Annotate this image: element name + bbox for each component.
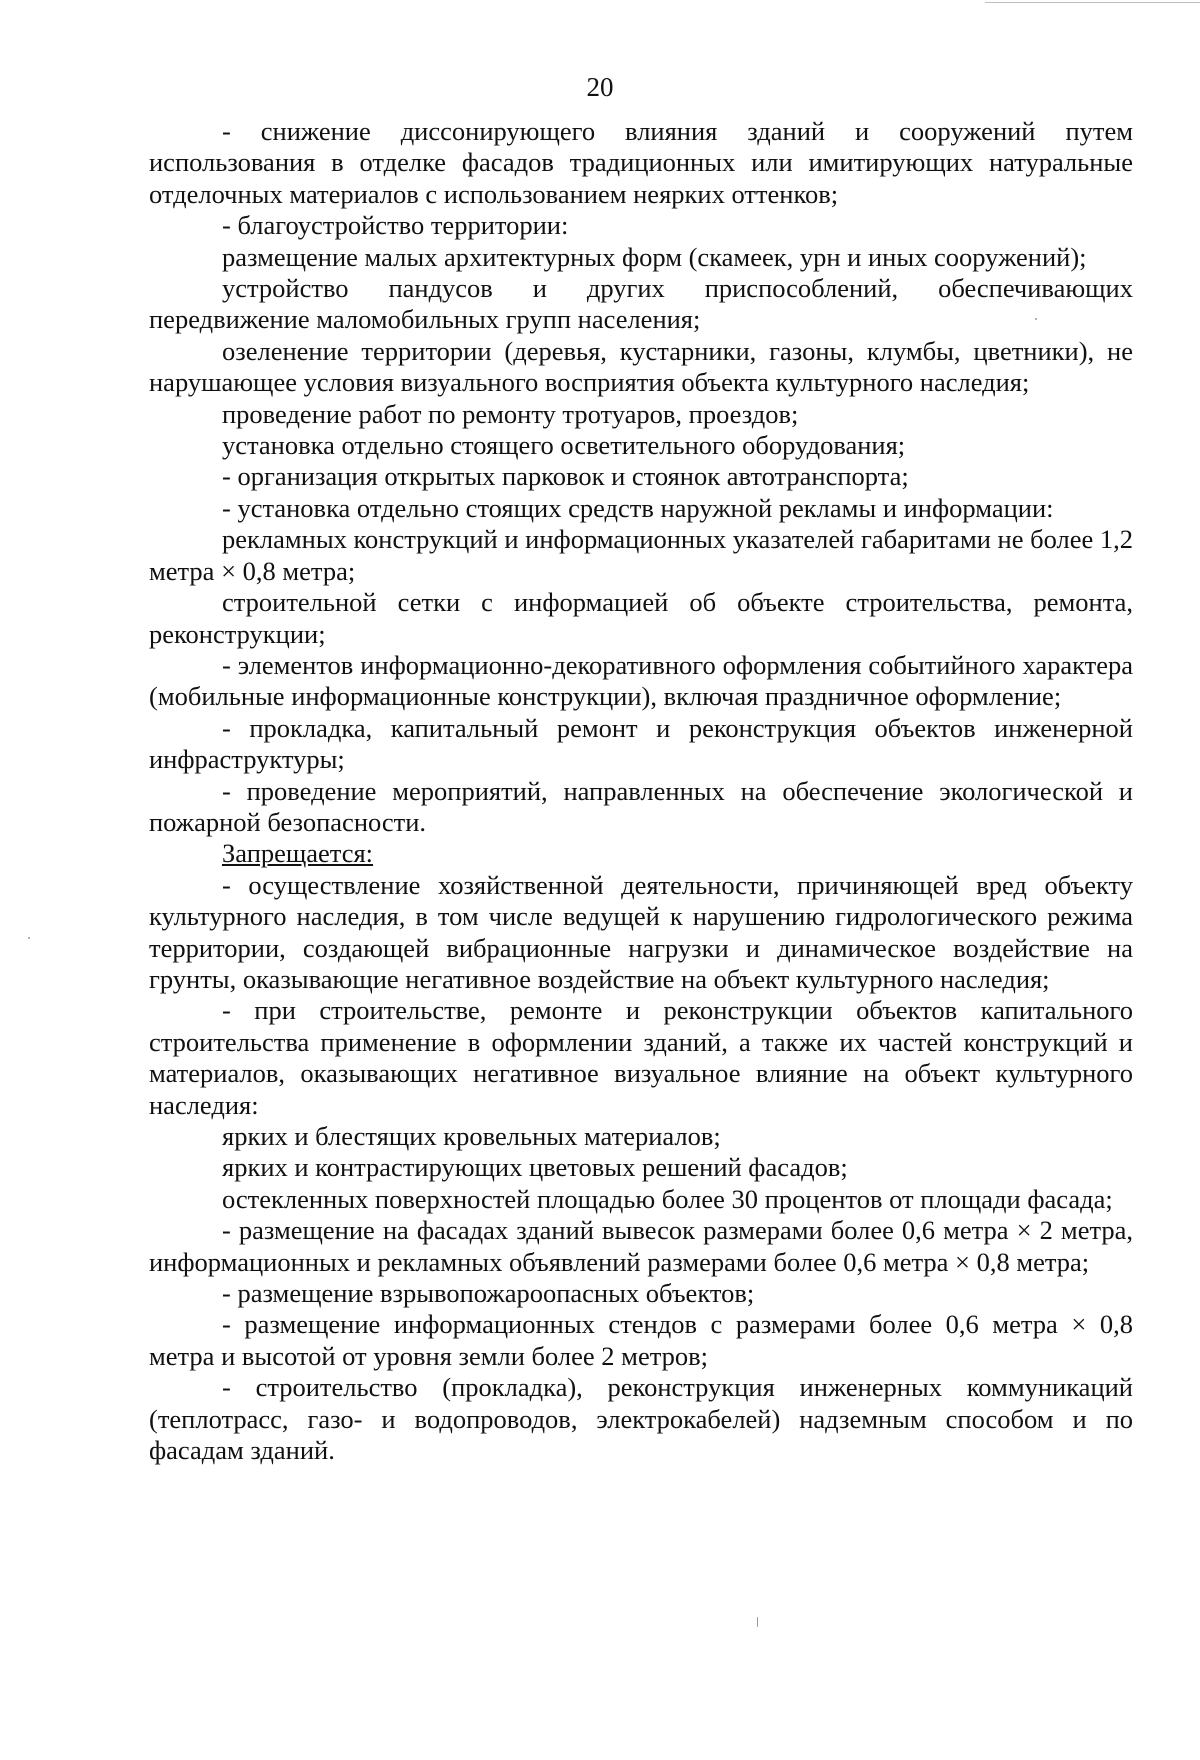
paragraph: установка отдельно стоящего осветительного оборудования; <box>222 430 906 461</box>
paragraph: - строительство (прокладка), реконструкция инженерных коммуникаций (теплотрасс, газо- и водопроводов, электрокабелей) надземным способом и по фасадам зданий. <box>149 1372 1133 1466</box>
scan-edge-line <box>985 2 1200 3</box>
paragraph: рекламных конструкций и информационных указателей габаритами не более 1,2 метра × 0,8 метра; <box>149 524 1133 586</box>
paragraph: - прокладка, капитальный ремонт и реконструкция объектов инженерной инфраструктуры; <box>149 712 1133 775</box>
paragraph: - установка отдельно стоящих средств наружной рекламы и информации: <box>222 492 1054 523</box>
paragraph: - проведение мероприятий, направленных на обеспечение экологической и пожарной безопасности. <box>149 775 1133 837</box>
paragraph: - организация открытых парковок и стоянок автотранспорта; <box>222 461 909 492</box>
paragraph: устройство пандусов и других приспособлений, обеспечивающих передвижение маломобильных групп населения; <box>149 273 1133 335</box>
paragraph: озеленение территории (деревья, кустарники, газоны, клумбы, цветники), не нарушающее условия визуального восприятия объекта культурного наследия; <box>149 335 1133 398</box>
paragraph: размещение малых архитектурных форм (скамеек, урн и иных сооружений); <box>222 241 1087 272</box>
paragraph: - снижение диссонирующего влияния зданий и сооружений путем использования в отделке фасадов традиционных или имитирующих натуральные отделочных материалов с использованием неярких оттенков; <box>149 116 1133 209</box>
document-body <box>149 116 1133 1466</box>
paragraph: - при строительстве, ремонте и реконструкции объектов капитального строительства применение в оформлении зданий, а также их частей конструкций и материалов, оказывающих негативное визуальное влияние на объект культурного наследия: <box>149 995 1133 1120</box>
scan-speck <box>757 1617 758 1627</box>
scan-speck <box>28 937 30 939</box>
prohibited-heading-paragraph <box>149 838 1133 869</box>
paragraph: - осуществление хозяйственной деятельности, причиняющей вред объекту культурного наследия, в том числе ведущей к нарушению гидрологического режима территории, создающей вибрационные нагрузки и динамическое воздействие на грунты, оказывающие негативное воздействие на объект культурного наследия; <box>149 869 1133 994</box>
page-number: 20 <box>586 72 614 102</box>
prohibited-heading: Запрещается: <box>222 838 374 869</box>
paragraph: проведение работ по ремонту тротуаров, проездов; <box>222 398 799 429</box>
paragraph: - элементов информационно-декоративного оформления событийного характера (мобильные информационные конструкции), включая праздничное оформление; <box>149 649 1133 712</box>
paragraph: - размещение взрывопожароопасных объектов; <box>222 1278 755 1309</box>
paragraph: остекленных поверхностей площадью более 30 процентов от площади фасада; <box>222 1183 1113 1214</box>
paragraph: строительной сетки с информацией об объекте строительства, ремонта, реконструкции; <box>149 587 1133 649</box>
paragraph: - благоустройство территории: <box>222 210 569 241</box>
paragraph: ярких и блестящих кровельных материалов; <box>222 1121 721 1151</box>
paragraph: - размещение на фасадах зданий вывесок размерами более 0,6 метра × 2 метра, информационных и рекламных объявлений размерами более 0,6 метра × 0,8 метра; <box>149 1215 1133 1277</box>
scan-speck <box>1035 318 1037 320</box>
paragraph: - размещение информационных стендов с размерами более 0,6 метра × 0,8 метра и высотой от уровня земли более 2 метров; <box>149 1309 1133 1371</box>
paragraph: ярких и контрастирующих цветовых решений фасадов; <box>222 1152 848 1183</box>
